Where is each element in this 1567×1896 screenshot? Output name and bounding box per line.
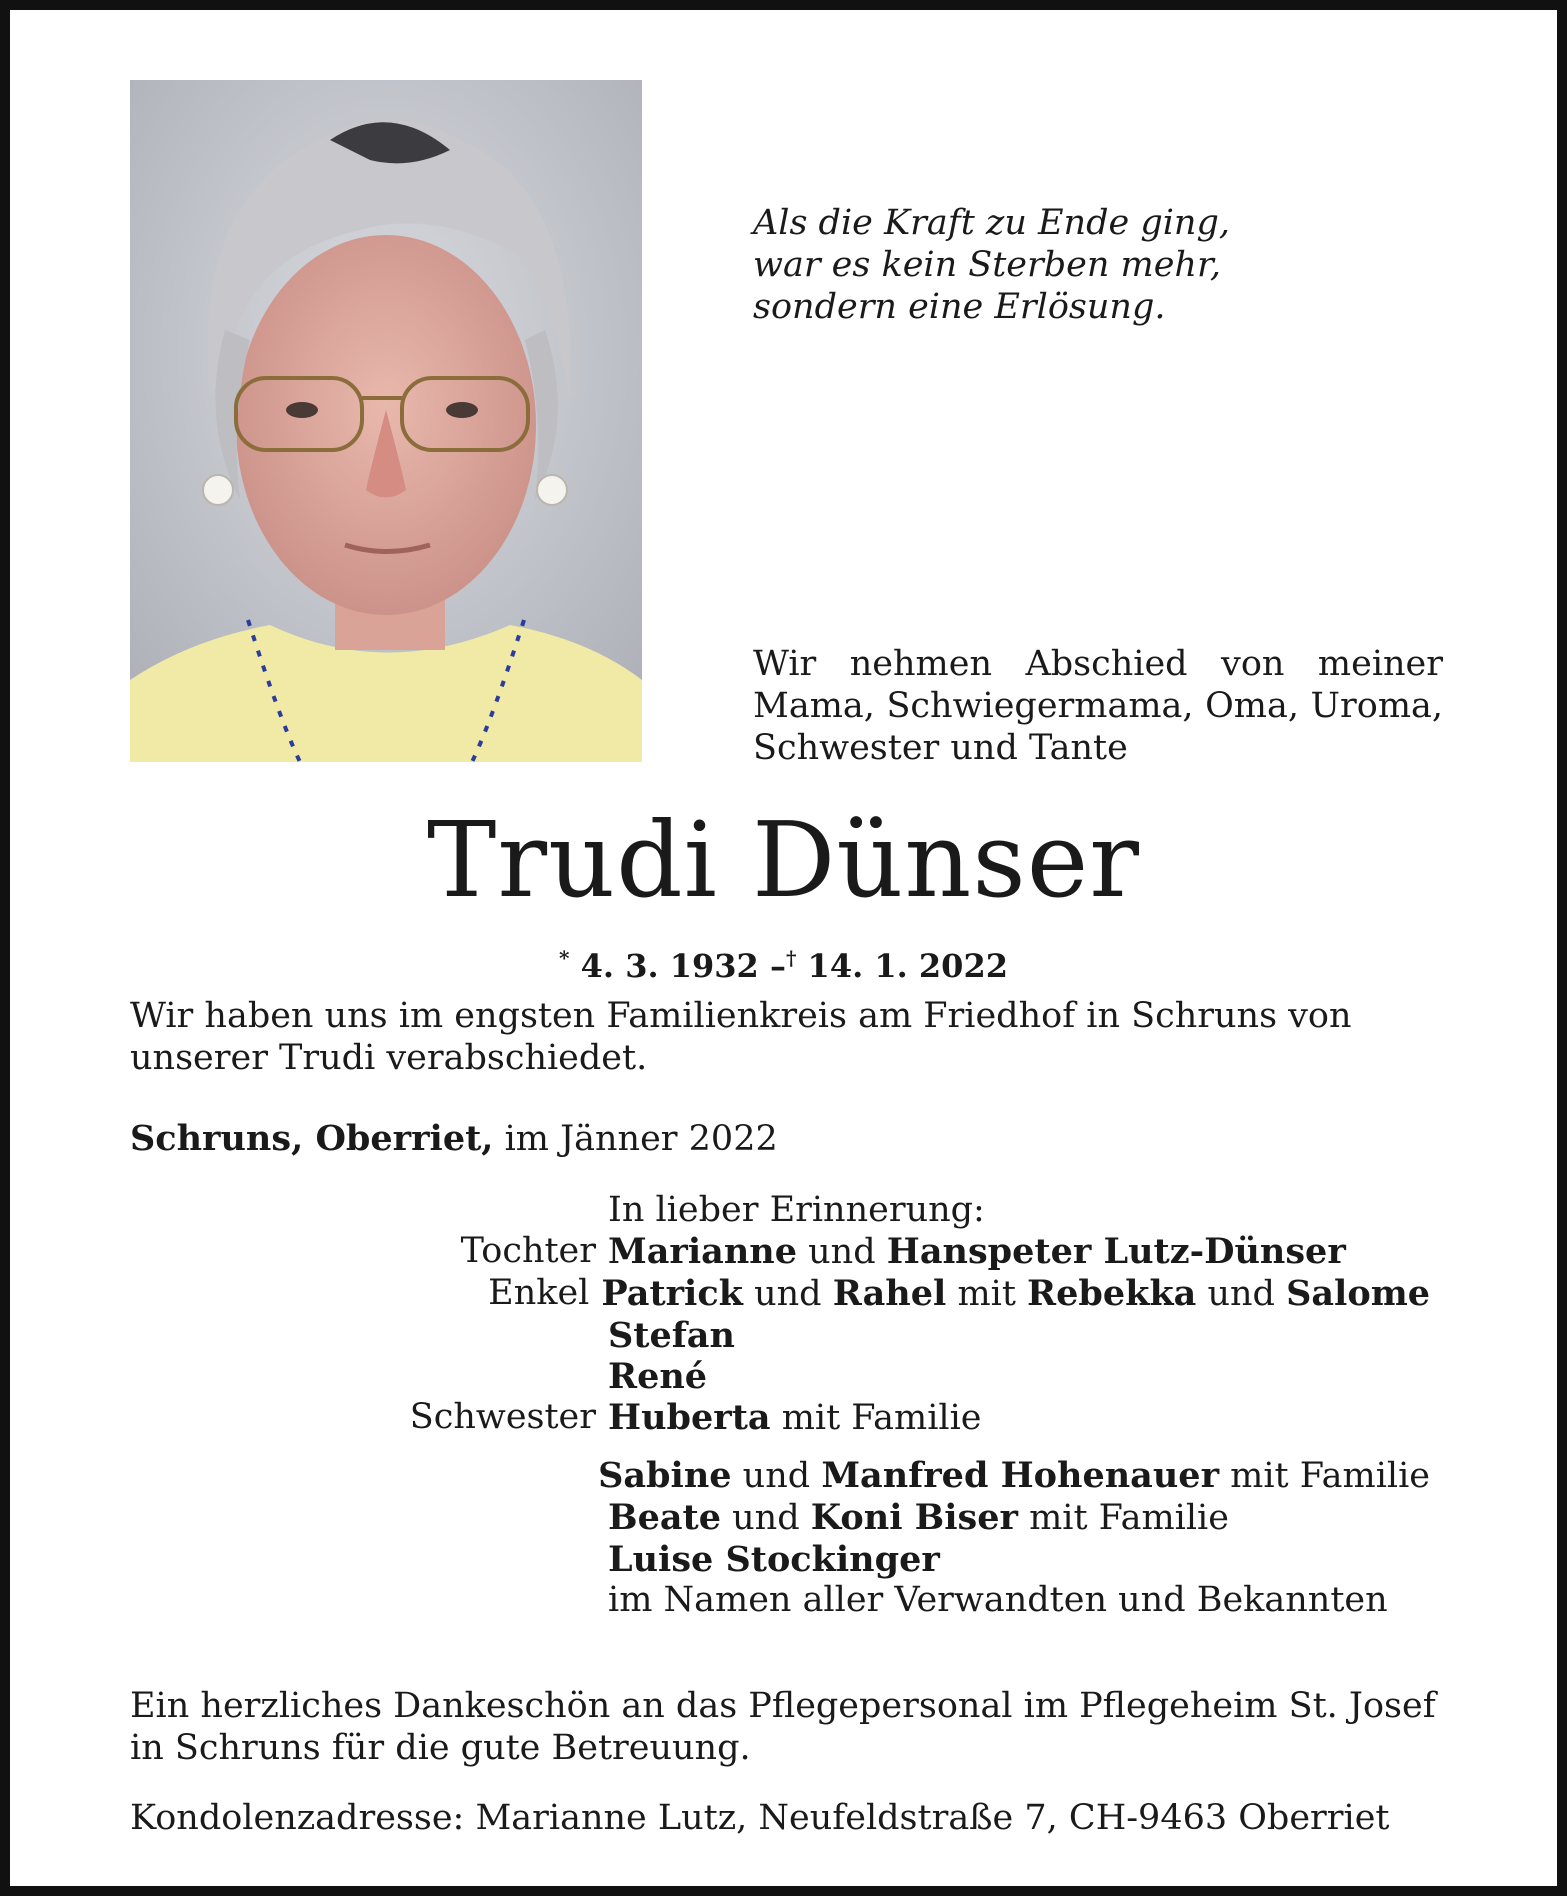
date-separator: –: [769, 947, 786, 985]
family-row-other-2: [130, 1497, 1430, 1539]
family-name: Luise Stockinger: [608, 1539, 940, 1580]
family-name: René: [608, 1356, 708, 1397]
connector: mit Familie: [1230, 1456, 1430, 1496]
family-row-enkel: [130, 1273, 1430, 1315]
birth-date: 4. 3. 1932: [580, 947, 759, 985]
family-row-tochter: [130, 1231, 1430, 1273]
family-intro-row: [130, 1190, 1430, 1231]
family-name: Sabine: [598, 1455, 732, 1496]
deceased-name: Trudi Dünser: [427, 799, 1140, 921]
family-row-enkel-3: [130, 1356, 1430, 1397]
connector: und: [754, 1274, 822, 1314]
family-name: Hanspeter Lutz-Dünser: [886, 1231, 1346, 1272]
abschied-text: Wir nehmen Abschied von meiner Mama, Schwiegermama, Oma, Uroma, Schwester und Tante: [753, 644, 1443, 768]
life-dates: [10, 938, 1557, 986]
relation-label: Enkel: [488, 1273, 590, 1313]
connector: und: [808, 1232, 876, 1272]
relation-label: Tochter: [460, 1231, 596, 1271]
family-row-closing: [130, 1580, 1430, 1621]
family-row-other-3: [130, 1539, 1430, 1580]
connector: mit: [957, 1274, 1016, 1314]
verse-line: Als die Kraft zu Ende ging,: [753, 203, 1230, 243]
death-symbol: †: [785, 946, 797, 970]
place-date: [130, 1118, 1030, 1160]
connector: mit Familie: [781, 1398, 982, 1438]
family-row-other-1: [130, 1455, 1430, 1497]
family-name: Patrick: [601, 1273, 743, 1314]
family-row-schwester: [130, 1397, 1430, 1439]
family-list: [130, 1190, 1430, 1621]
family-intro: In lieber Erinnerung:: [608, 1190, 985, 1230]
verse-line: sondern eine Erlösung.: [753, 287, 1166, 327]
portrait-photo: [130, 80, 642, 762]
family-name: Stefan: [608, 1315, 735, 1356]
condolence-address: Kondolenzadresse: Marianne Lutz, Neufeldstraße 7, CH-9463 Oberriet: [130, 1798, 1390, 1838]
family-row-enkel-2: [130, 1315, 1430, 1356]
family-name: Marianne: [608, 1231, 797, 1272]
connector: und: [742, 1456, 811, 1496]
birth-symbol: *: [559, 946, 570, 970]
date: im Jänner 2022: [504, 1119, 778, 1159]
family-name: Beate: [608, 1497, 721, 1538]
family-name: Salome: [1286, 1273, 1430, 1314]
obituary-page: [10, 10, 1557, 1886]
family-name: Rahel: [832, 1273, 947, 1314]
verse-line: war es kein Sterben mehr,: [753, 245, 1221, 285]
family-name: Koni Biser: [810, 1497, 1018, 1538]
relation-label: Schwester: [409, 1397, 596, 1437]
verse: [753, 202, 1273, 328]
family-name: Huberta: [608, 1397, 771, 1438]
place: Schruns, Oberriet,: [130, 1118, 494, 1159]
connector: und: [1207, 1274, 1275, 1314]
thanks-text: Ein herzliches Dankeschön an das Pflegepersonal im Pflegeheim St. Josef in Schruns für die gute Betreuung.: [130, 1686, 1436, 1768]
death-date: 14. 1. 2022: [807, 947, 1008, 985]
farewell-text: Wir haben uns im engsten Familienkreis am Friedhof in Schruns von unserer Trudi verabschiedet.: [130, 996, 1352, 1078]
connector: mit Familie: [1029, 1498, 1229, 1538]
family-name: Manfred Hohenauer: [821, 1455, 1220, 1496]
connector: und: [732, 1498, 800, 1538]
closing-text: im Namen aller Verwandten und Bekannten: [608, 1580, 1388, 1620]
family-name: Rebekka: [1027, 1273, 1197, 1314]
